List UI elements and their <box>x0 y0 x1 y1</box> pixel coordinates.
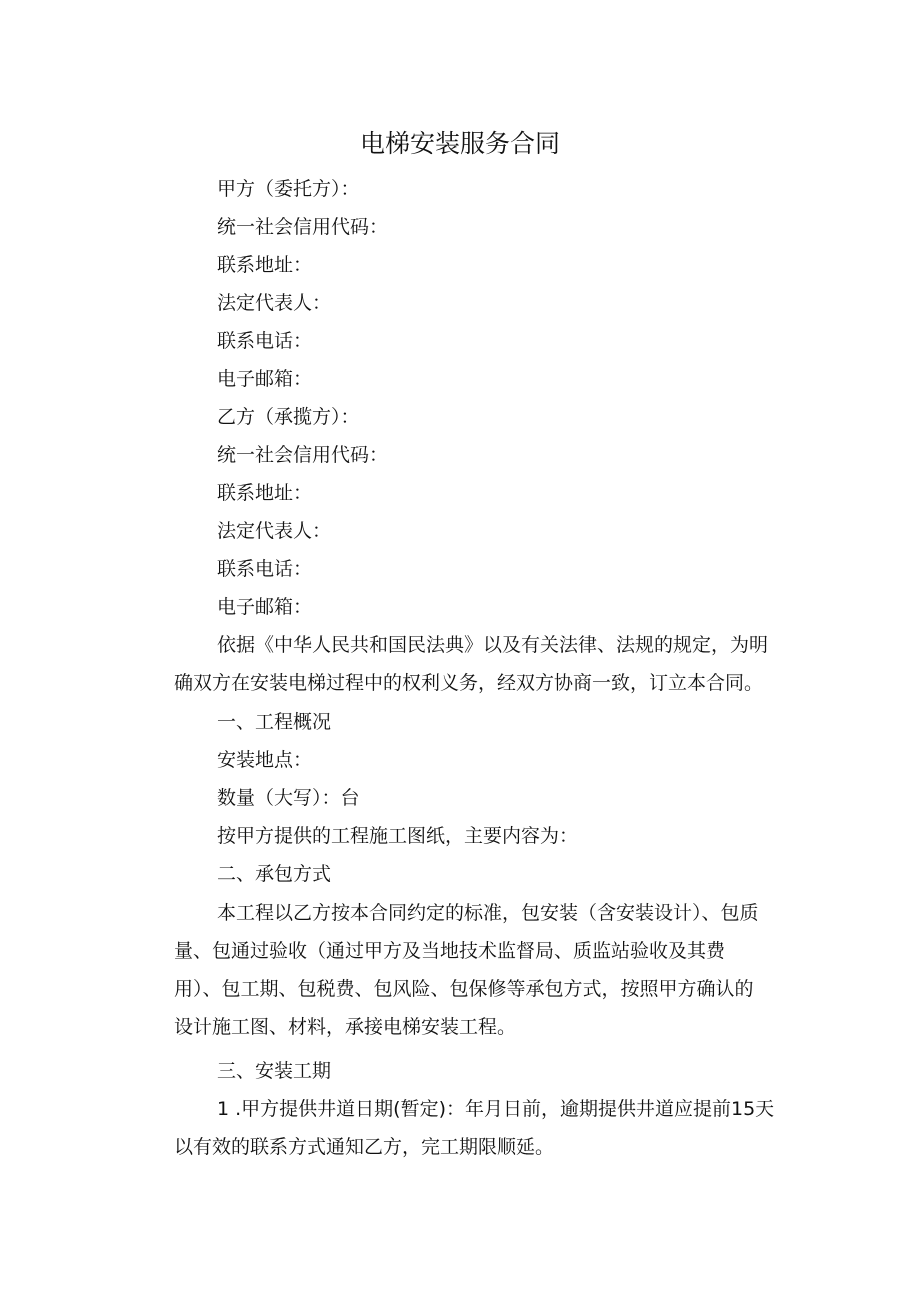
party-a-email: 电子邮箱： <box>217 368 313 390</box>
section2-line: 量、包通过验收（通过甲方及当地技术监督局、质监站验收及其费 <box>174 940 726 962</box>
section3-item1-line: 以有效的联系方式通知乙方，完工期限顺延。 <box>174 1136 555 1158</box>
party-b-email: 电子邮箱： <box>217 596 313 618</box>
section1-content: 按甲方提供的工程施工图纸，主要内容为： <box>217 825 579 847</box>
party-b-credit-code: 统一社会信用代码： <box>217 444 389 466</box>
section1-heading: 一、工程概况 <box>217 711 332 733</box>
document-title: 电梯安装服务合同 <box>359 129 560 158</box>
section2-line: 本工程以乙方按本合同约定的标准，包安装（含安装设计）、包质 <box>217 902 759 924</box>
party-a-phone: 联系电话： <box>217 330 313 352</box>
section2-line: 设计施工图、材料，承接电梯安装工程。 <box>174 1016 517 1038</box>
section3-heading: 三、安装工期 <box>217 1060 332 1082</box>
party-b-phone: 联系电话： <box>217 558 313 580</box>
party-b-legal-rep: 法定代表人： <box>217 520 332 542</box>
party-a-address: 联系地址： <box>217 254 313 276</box>
section2-line: 用）、包工期、包税费、包风险、包保修等承包方式，按照甲方确认的 <box>174 978 754 1000</box>
party-a-legal-rep: 法定代表人： <box>217 292 332 314</box>
section1-quantity: 数量（大写）：台 <box>217 787 360 809</box>
party-b-address: 联系地址： <box>217 482 313 504</box>
preamble-line: 依据《中华人民共和国民法典》以及有关法律、法规的规定，为明 <box>217 634 769 656</box>
preamble-paragraph <box>174 626 804 702</box>
party-a-heading: 甲方（委托方）： <box>217 178 360 200</box>
section3-item1-paragraph <box>174 1090 804 1166</box>
section2-paragraph <box>174 894 804 1046</box>
party-b-heading: 乙方（承揽方）： <box>217 406 360 428</box>
section2-heading: 二、承包方式 <box>217 863 332 885</box>
preamble-line: 确双方在安装电梯过程中的权利义务，经双方协商一致，订立本合同。 <box>174 672 764 694</box>
section1-location: 安装地点： <box>217 749 313 771</box>
section3-item1-line: 1 .甲方提供井道日期(暂定)：年月日前，逾期提供井道应提前15天 <box>217 1098 775 1120</box>
party-a-credit-code: 统一社会信用代码： <box>217 216 389 238</box>
